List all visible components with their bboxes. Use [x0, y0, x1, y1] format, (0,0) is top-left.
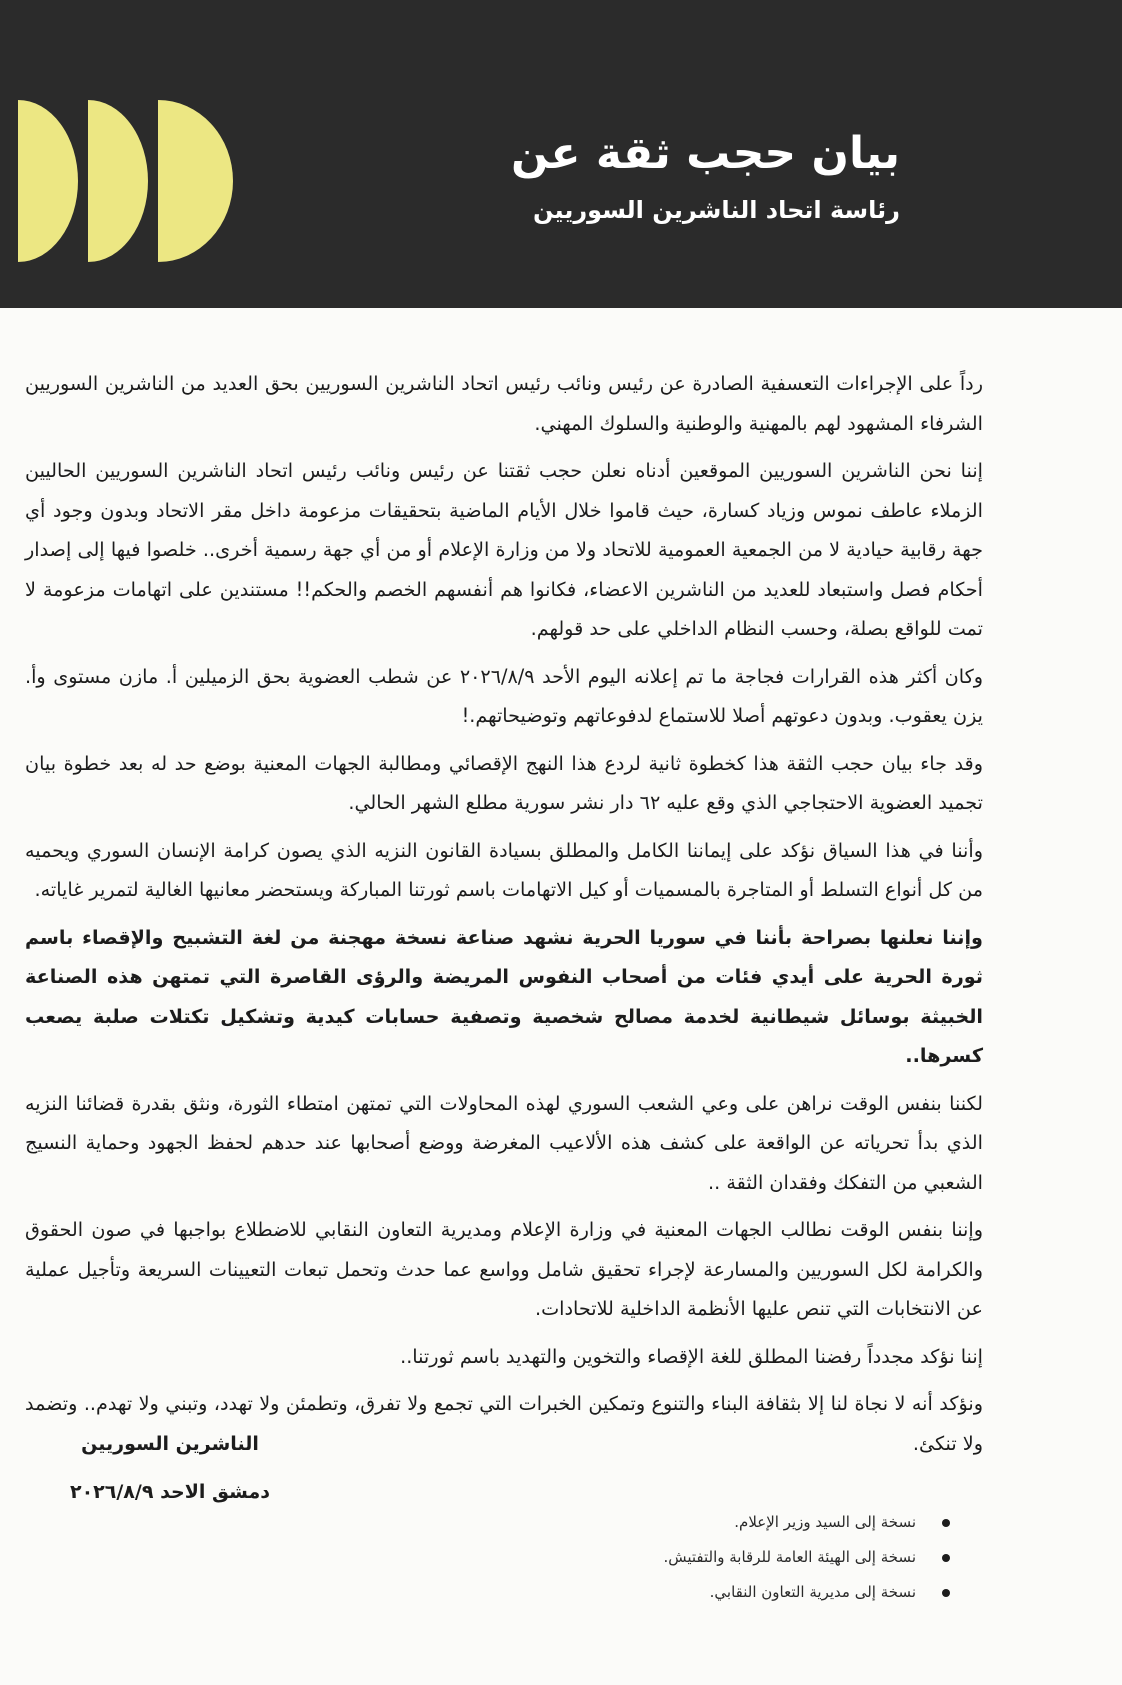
statement-title: بيان حجب ثقة عن [510, 128, 900, 179]
paragraph-declaration: إننا نحن الناشرين السوريين الموقعين أدناه نعلن حجب ثقتنا عن رئيس ونائب رئيس اتحاد الناشرين السوريين الحاليين الزملاء عاطف نموس وزياد كسارة، حيث قاموا خلال الأيام الماضية بتحقيقات مزعومة داخل مقر الاتحاد وبدون وجود أي جهة رقابية حيادية لا من الجمعية العمومية للاتحاد ولا من وزارة الإعلام أو من أي جهة رسمية أخرى.. خلصوا فيها إلى إصدار أحكام فصل واستبعاد للعديد من الناشرين الاعضاء، فكانوا هم أنفسهم الخصم والحكم!! مستندين على اتهامات مزعومة لا تمت للواقع بصلة، وحسب النظام الداخلي على حد قولهم. [25, 459, 983, 640]
copy-recipient: نسخة إلى الهيئة العامة للرقابة والتفتيش. [663, 1548, 916, 1566]
statement-body [25, 364, 983, 1471]
paragraph-closing: ونؤكد أنه لا نجاة لنا إلا بثقافة البناء والتنوع وتمكين الخبرات التي تجمع ولا تفرق، وتطمئن ولا تهدد، وتبني ولا تهدم.. وتضمد ولا تنكئ. [25, 1392, 983, 1455]
bullet-icon [942, 1519, 950, 1527]
list-item [450, 1505, 950, 1540]
signature-place-date: دمشق الاحد ٢٠٢٦/٨/٩ [69, 1481, 270, 1503]
copies-list [450, 1505, 950, 1610]
copy-recipient: نسخة إلى مديرية التعاون النقابي. [709, 1583, 916, 1601]
list-item [450, 1540, 950, 1575]
paragraph-second-step: وقد جاء بيان حجب الثقة هذا كخطوة ثانية لردع هذا النهج الإقصائي ومطالبة الجهات المعنية بوضع حد له بعد خطوة بيان تجميد العضوية الاحتجاجي الذي وقع عليه ٦٢ دار نشر سورية مطلع الشهر الحالي. [25, 751, 983, 814]
paragraph-intro: رداً على الإجراءات التعسفية الصادرة عن رئيس ونائب رئيس اتحاد الناشرين السوريين بحق العديد من الناشرين السوريين الشرفاء المشهود لهم بالمهنية والوطنية والسلوك المهني. [25, 372, 983, 435]
paragraph-awareness: لكننا بنفس الوقت نراهن على وعي الشعب السوري لهذه المحاولات التي تمتهن امتطاء الثورة، ونثق بقدرة قضائنا النزيه الذي بدأ تحرياته عن الواقعة على كشف هذه الألاعيب المغرضة ووضع أصحابها عند حدهم لحفظ الجهود وحماية النسيج الشعبي من التفكك وفقدان الثقة .. [25, 1091, 983, 1194]
paragraph-rule-of-law: وأننا في هذا السياق نؤكد على إيماننا الكامل والمطلق بسيادة القانون النزيه الذي يصون كرامة الإنسان السوري ويحميه من كل أنواع التسلط أو المتاجرة بالمسميات أو كيل الاتهامات باسم ثورتنا المباركة ويستحضر معانيها الغالية لتمرير غاياته. [25, 838, 983, 901]
paragraph-bold-announcement: وإننا نعلنها بصراحة بأننا في سوريا الحرية نشهد صناعة نسخة مهجنة من لغة التشبيح والإقصاء باسم ثورة الحرية على أيدي فئات من أصحاب النفوس المريضة والرؤى القاصرة التي تمتهن هذه الصناعة الخبيثة بوسائل شيطانية لخدمة مصالح شخصية وتصفية حسابات كيدية وتشكيل تكتلات صلبة يصعب كسرها.. [25, 925, 983, 1067]
paragraph-decisions: وكان أكثر هذه القرارات فجاجة ما تم إعلانه اليوم الأحد ٢٠٢٦/٨/٩ عن شطب العضوية بحق الزميلين أ. مازن مستوى وأ. يزن يعقوب. وبدون دعوتهم أصلا للاستماع لدفوعاتهم وتوضيحاتهم.! [25, 664, 984, 727]
statement-subtitle: رئاسة اتحاد الناشرين السوريين [532, 196, 900, 224]
signature-block [60, 1420, 280, 1516]
signatory-name: الناشرين السوريين [81, 1433, 259, 1455]
bullet-icon [942, 1589, 950, 1597]
paragraph-demands: وإننا بنفس الوقت نطالب الجهات المعنية في وزارة الإعلام ومديرية التعاون النقابي للاضطلاع بواجبها في صون الحقوق والكرامة لكل السوريين والمسارعة لإجراء تحقيق شامل وواسع عما حدث وتحمل تبعات التعيينات السريعة وتأجيل عملية عن الانتخابات التي تنص عليها الأنظمة الداخلية للاتحادات. [25, 1218, 983, 1320]
paragraph-reaffirm: إننا نؤكد مجدداً رفضنا المطلق للغة الإقصاء والتخوين والتهديد باسم ثورتنا.. [400, 1344, 983, 1368]
list-item [450, 1575, 950, 1610]
bullet-icon [942, 1554, 950, 1562]
three-half-circles-logo-icon [18, 100, 233, 262]
copy-recipient: نسخة إلى السيد وزير الإعلام. [734, 1513, 916, 1531]
header-banner [0, 0, 1122, 308]
